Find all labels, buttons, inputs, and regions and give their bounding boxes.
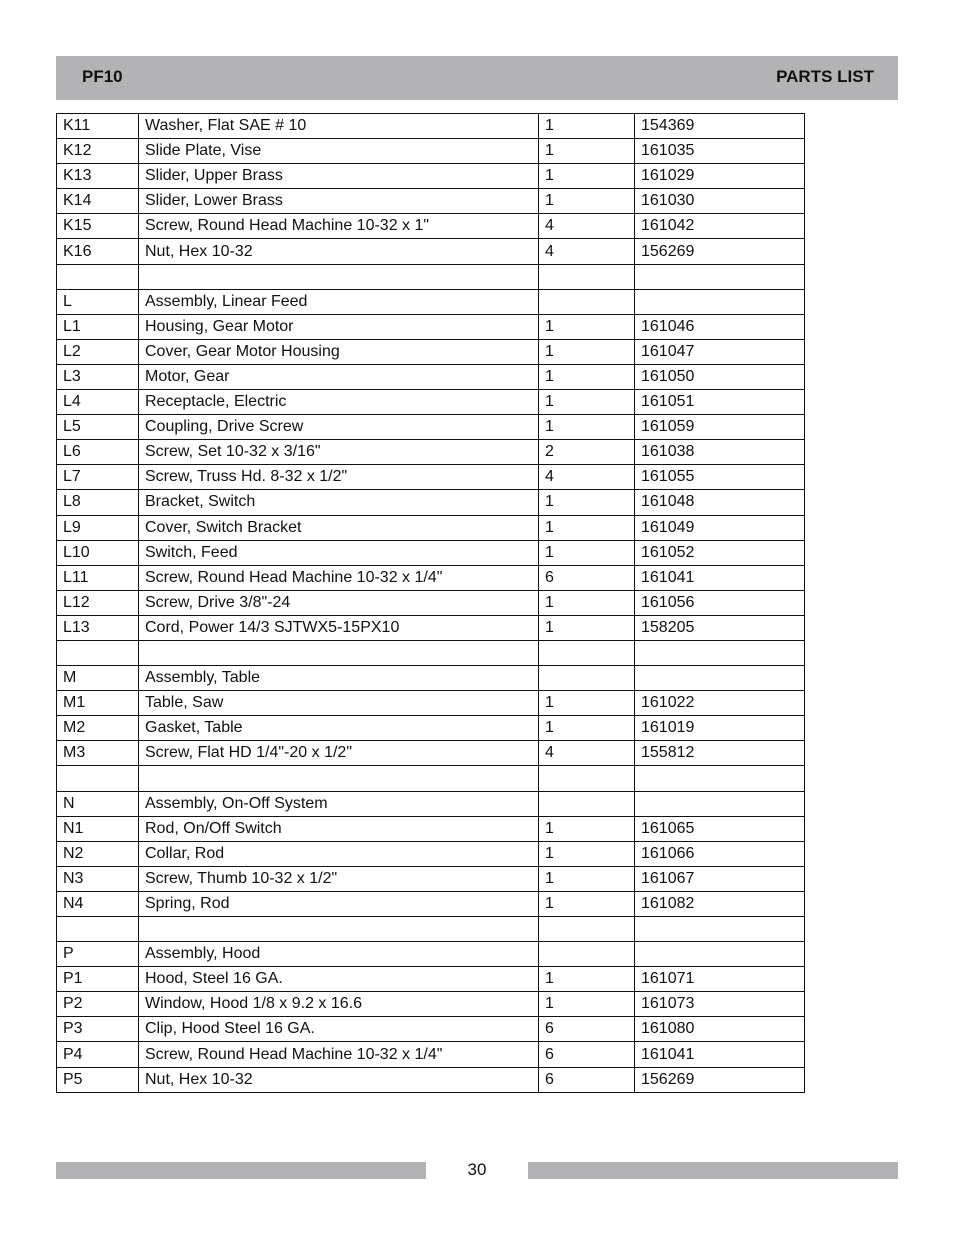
part-number-cell: 161047 xyxy=(635,339,805,364)
part-description-cell: Screw, Round Head Machine 10-32 x 1/4" xyxy=(139,565,539,590)
part-ref-cell: K14 xyxy=(57,189,139,214)
table-row xyxy=(57,189,805,214)
table-row xyxy=(57,666,805,691)
part-description-cell xyxy=(139,766,539,791)
part-quantity-cell: 1 xyxy=(539,540,635,565)
part-quantity-cell: 1 xyxy=(539,866,635,891)
part-ref-cell: L10 xyxy=(57,540,139,565)
table-row xyxy=(57,440,805,465)
part-quantity-cell: 2 xyxy=(539,440,635,465)
part-number-cell: 161046 xyxy=(635,314,805,339)
part-description-cell: Screw, Set 10-32 x 3/16" xyxy=(139,440,539,465)
table-row xyxy=(57,766,805,791)
part-description-cell: Washer, Flat SAE # 10 xyxy=(139,114,539,139)
part-number-cell xyxy=(635,766,805,791)
part-description-cell: Table, Saw xyxy=(139,691,539,716)
part-quantity-cell: 4 xyxy=(539,214,635,239)
table-row xyxy=(57,264,805,289)
part-description-cell: Rod, On/Off Switch xyxy=(139,816,539,841)
part-number-cell: 161051 xyxy=(635,390,805,415)
part-description-cell: Nut, Hex 10-32 xyxy=(139,239,539,264)
part-quantity-cell: 6 xyxy=(539,1017,635,1042)
part-number-cell: 161082 xyxy=(635,891,805,916)
part-number-cell: 161067 xyxy=(635,866,805,891)
part-quantity-cell: 1 xyxy=(539,364,635,389)
part-number-cell xyxy=(635,289,805,314)
part-description-cell: Coupling, Drive Screw xyxy=(139,415,539,440)
part-ref-cell: M1 xyxy=(57,691,139,716)
part-quantity-cell: 1 xyxy=(539,590,635,615)
table-row xyxy=(57,390,805,415)
table-row xyxy=(57,540,805,565)
part-quantity-cell: 1 xyxy=(539,114,635,139)
part-number-cell: 161049 xyxy=(635,515,805,540)
part-quantity-cell: 1 xyxy=(539,891,635,916)
part-quantity-cell: 1 xyxy=(539,339,635,364)
parts-table xyxy=(56,113,805,1093)
part-ref-cell: L12 xyxy=(57,590,139,615)
part-ref-cell: L5 xyxy=(57,415,139,440)
table-row xyxy=(57,415,805,440)
table-row xyxy=(57,214,805,239)
part-number-cell: 158205 xyxy=(635,615,805,640)
part-quantity-cell: 1 xyxy=(539,992,635,1017)
table-row xyxy=(57,1067,805,1092)
part-number-cell: 161041 xyxy=(635,1042,805,1067)
table-row xyxy=(57,490,805,515)
part-ref-cell: K13 xyxy=(57,164,139,189)
part-quantity-cell: 1 xyxy=(539,716,635,741)
table-row xyxy=(57,741,805,766)
part-quantity-cell: 1 xyxy=(539,189,635,214)
part-quantity-cell: 1 xyxy=(539,490,635,515)
part-quantity-cell xyxy=(539,289,635,314)
table-row xyxy=(57,364,805,389)
part-quantity-cell: 1 xyxy=(539,164,635,189)
table-row xyxy=(57,465,805,490)
table-row xyxy=(57,565,805,590)
part-description-cell: Clip, Hood Steel 16 GA. xyxy=(139,1017,539,1042)
table-row xyxy=(57,992,805,1017)
table-row xyxy=(57,967,805,992)
part-ref-cell: L9 xyxy=(57,515,139,540)
part-ref-cell: K11 xyxy=(57,114,139,139)
part-quantity-cell xyxy=(539,942,635,967)
part-number-cell: 161073 xyxy=(635,992,805,1017)
part-ref-cell: P xyxy=(57,942,139,967)
part-quantity-cell: 1 xyxy=(539,314,635,339)
table-row xyxy=(57,691,805,716)
part-number-cell xyxy=(635,640,805,665)
part-ref-cell xyxy=(57,766,139,791)
section-title: PARTS LIST xyxy=(776,67,874,86)
part-number-cell xyxy=(635,942,805,967)
part-description-cell xyxy=(139,640,539,665)
table-row xyxy=(57,164,805,189)
part-description-cell: Screw, Thumb 10-32 x 1/2" xyxy=(139,866,539,891)
part-quantity-cell: 6 xyxy=(539,1067,635,1092)
part-quantity-cell: 1 xyxy=(539,390,635,415)
part-number-cell: 161029 xyxy=(635,164,805,189)
part-ref-cell: M3 xyxy=(57,741,139,766)
table-row xyxy=(57,1017,805,1042)
part-ref-cell: L1 xyxy=(57,314,139,339)
table-row xyxy=(57,615,805,640)
part-ref-cell: P3 xyxy=(57,1017,139,1042)
part-quantity-cell xyxy=(539,791,635,816)
part-ref-cell: L xyxy=(57,289,139,314)
table-row xyxy=(57,1042,805,1067)
part-ref-cell: N2 xyxy=(57,841,139,866)
part-ref-cell: P2 xyxy=(57,992,139,1017)
part-ref-cell xyxy=(57,264,139,289)
part-number-cell: 161038 xyxy=(635,440,805,465)
part-ref-cell: P4 xyxy=(57,1042,139,1067)
part-number-cell: 161055 xyxy=(635,465,805,490)
part-ref-cell xyxy=(57,917,139,942)
part-ref-cell: N1 xyxy=(57,816,139,841)
page-number: 30 xyxy=(467,1160,487,1179)
part-description-cell: Collar, Rod xyxy=(139,841,539,866)
part-quantity-cell xyxy=(539,666,635,691)
part-ref-cell: L4 xyxy=(57,390,139,415)
part-ref-cell: N xyxy=(57,791,139,816)
part-description-cell: Slider, Upper Brass xyxy=(139,164,539,189)
part-description-cell: Gasket, Table xyxy=(139,716,539,741)
part-description-cell: Housing, Gear Motor xyxy=(139,314,539,339)
table-row xyxy=(57,917,805,942)
part-description-cell: Assembly, Linear Feed xyxy=(139,289,539,314)
part-number-cell: 161066 xyxy=(635,841,805,866)
part-quantity-cell: 1 xyxy=(539,415,635,440)
part-quantity-cell: 1 xyxy=(539,615,635,640)
part-ref-cell: L8 xyxy=(57,490,139,515)
part-number-cell xyxy=(635,666,805,691)
part-number-cell: 161050 xyxy=(635,364,805,389)
part-number-cell: 161071 xyxy=(635,967,805,992)
part-description-cell: Motor, Gear xyxy=(139,364,539,389)
part-description-cell: Bracket, Switch xyxy=(139,490,539,515)
part-description-cell: Spring, Rod xyxy=(139,891,539,916)
part-description-cell: Screw, Round Head Machine 10-32 x 1/4" xyxy=(139,1042,539,1067)
part-description-cell: Screw, Truss Hd. 8-32 x 1/2" xyxy=(139,465,539,490)
part-number-cell: 161052 xyxy=(635,540,805,565)
part-number-cell: 161048 xyxy=(635,490,805,515)
footer-bar-left xyxy=(56,1162,426,1179)
part-description-cell: Switch, Feed xyxy=(139,540,539,565)
part-quantity-cell: 1 xyxy=(539,841,635,866)
part-quantity-cell: 6 xyxy=(539,565,635,590)
part-number-cell: 161056 xyxy=(635,590,805,615)
part-quantity-cell: 1 xyxy=(539,967,635,992)
part-quantity-cell: 4 xyxy=(539,741,635,766)
part-description-cell: Receptacle, Electric xyxy=(139,390,539,415)
header-bar xyxy=(56,56,898,100)
part-description-cell xyxy=(139,264,539,289)
table-row xyxy=(57,942,805,967)
table-row xyxy=(57,339,805,364)
part-quantity-cell: 1 xyxy=(539,691,635,716)
part-number-cell: 161059 xyxy=(635,415,805,440)
part-quantity-cell xyxy=(539,917,635,942)
part-number-cell: 156269 xyxy=(635,1067,805,1092)
part-description-cell: Assembly, On-Off System xyxy=(139,791,539,816)
part-ref-cell: L6 xyxy=(57,440,139,465)
part-quantity-cell xyxy=(539,766,635,791)
part-ref-cell: K15 xyxy=(57,214,139,239)
part-number-cell xyxy=(635,791,805,816)
table-row xyxy=(57,139,805,164)
part-quantity-cell: 1 xyxy=(539,139,635,164)
table-row xyxy=(57,239,805,264)
part-description-cell: Screw, Flat HD 1/4"-20 x 1/2" xyxy=(139,741,539,766)
table-row xyxy=(57,114,805,139)
part-ref-cell: L13 xyxy=(57,615,139,640)
part-number-cell: 161019 xyxy=(635,716,805,741)
part-number-cell: 161035 xyxy=(635,139,805,164)
part-number-cell: 161065 xyxy=(635,816,805,841)
part-quantity-cell: 1 xyxy=(539,515,635,540)
part-description-cell: Screw, Drive 3/8"-24 xyxy=(139,590,539,615)
part-description-cell: Assembly, Hood xyxy=(139,942,539,967)
part-description-cell: Cover, Switch Bracket xyxy=(139,515,539,540)
part-ref-cell: L3 xyxy=(57,364,139,389)
part-quantity-cell xyxy=(539,640,635,665)
part-ref-cell: P5 xyxy=(57,1067,139,1092)
table-row xyxy=(57,841,805,866)
part-ref-cell: M2 xyxy=(57,716,139,741)
part-ref-cell: K16 xyxy=(57,239,139,264)
table-row xyxy=(57,716,805,741)
part-number-cell: 154369 xyxy=(635,114,805,139)
part-description-cell: Cord, Power 14/3 SJTWX5-15PX10 xyxy=(139,615,539,640)
part-quantity-cell: 4 xyxy=(539,465,635,490)
part-description-cell xyxy=(139,917,539,942)
part-ref-cell: N4 xyxy=(57,891,139,916)
part-quantity-cell: 4 xyxy=(539,239,635,264)
table-row xyxy=(57,590,805,615)
part-description-cell: Slide Plate, Vise xyxy=(139,139,539,164)
part-description-cell: Hood, Steel 16 GA. xyxy=(139,967,539,992)
part-number-cell: 156269 xyxy=(635,239,805,264)
part-number-cell: 155812 xyxy=(635,741,805,766)
table-row xyxy=(57,791,805,816)
part-number-cell xyxy=(635,917,805,942)
part-description-cell: Nut, Hex 10-32 xyxy=(139,1067,539,1092)
part-quantity-cell: 1 xyxy=(539,816,635,841)
part-number-cell: 161042 xyxy=(635,214,805,239)
table-row xyxy=(57,289,805,314)
parts-table-body xyxy=(57,114,805,1093)
part-ref-cell: L7 xyxy=(57,465,139,490)
model-name: PF10 xyxy=(82,67,123,86)
part-ref-cell: M xyxy=(57,666,139,691)
part-number-cell: 161041 xyxy=(635,565,805,590)
part-description-cell: Assembly, Table xyxy=(139,666,539,691)
table-row xyxy=(57,640,805,665)
part-ref-cell: L2 xyxy=(57,339,139,364)
part-number-cell: 161022 xyxy=(635,691,805,716)
part-ref-cell: K12 xyxy=(57,139,139,164)
part-quantity-cell: 6 xyxy=(539,1042,635,1067)
part-ref-cell xyxy=(57,640,139,665)
table-row xyxy=(57,314,805,339)
part-description-cell: Window, Hood 1/8 x 9.2 x 16.6 xyxy=(139,992,539,1017)
part-ref-cell: P1 xyxy=(57,967,139,992)
part-number-cell xyxy=(635,264,805,289)
part-ref-cell: L11 xyxy=(57,565,139,590)
footer-bar-right xyxy=(528,1162,898,1179)
part-description-cell: Cover, Gear Motor Housing xyxy=(139,339,539,364)
table-row xyxy=(57,891,805,916)
table-row xyxy=(57,866,805,891)
part-number-cell: 161080 xyxy=(635,1017,805,1042)
part-quantity-cell xyxy=(539,264,635,289)
table-row xyxy=(57,515,805,540)
part-ref-cell: N3 xyxy=(57,866,139,891)
table-row xyxy=(57,816,805,841)
part-description-cell: Screw, Round Head Machine 10-32 x 1" xyxy=(139,214,539,239)
part-description-cell: Slider, Lower Brass xyxy=(139,189,539,214)
part-number-cell: 161030 xyxy=(635,189,805,214)
